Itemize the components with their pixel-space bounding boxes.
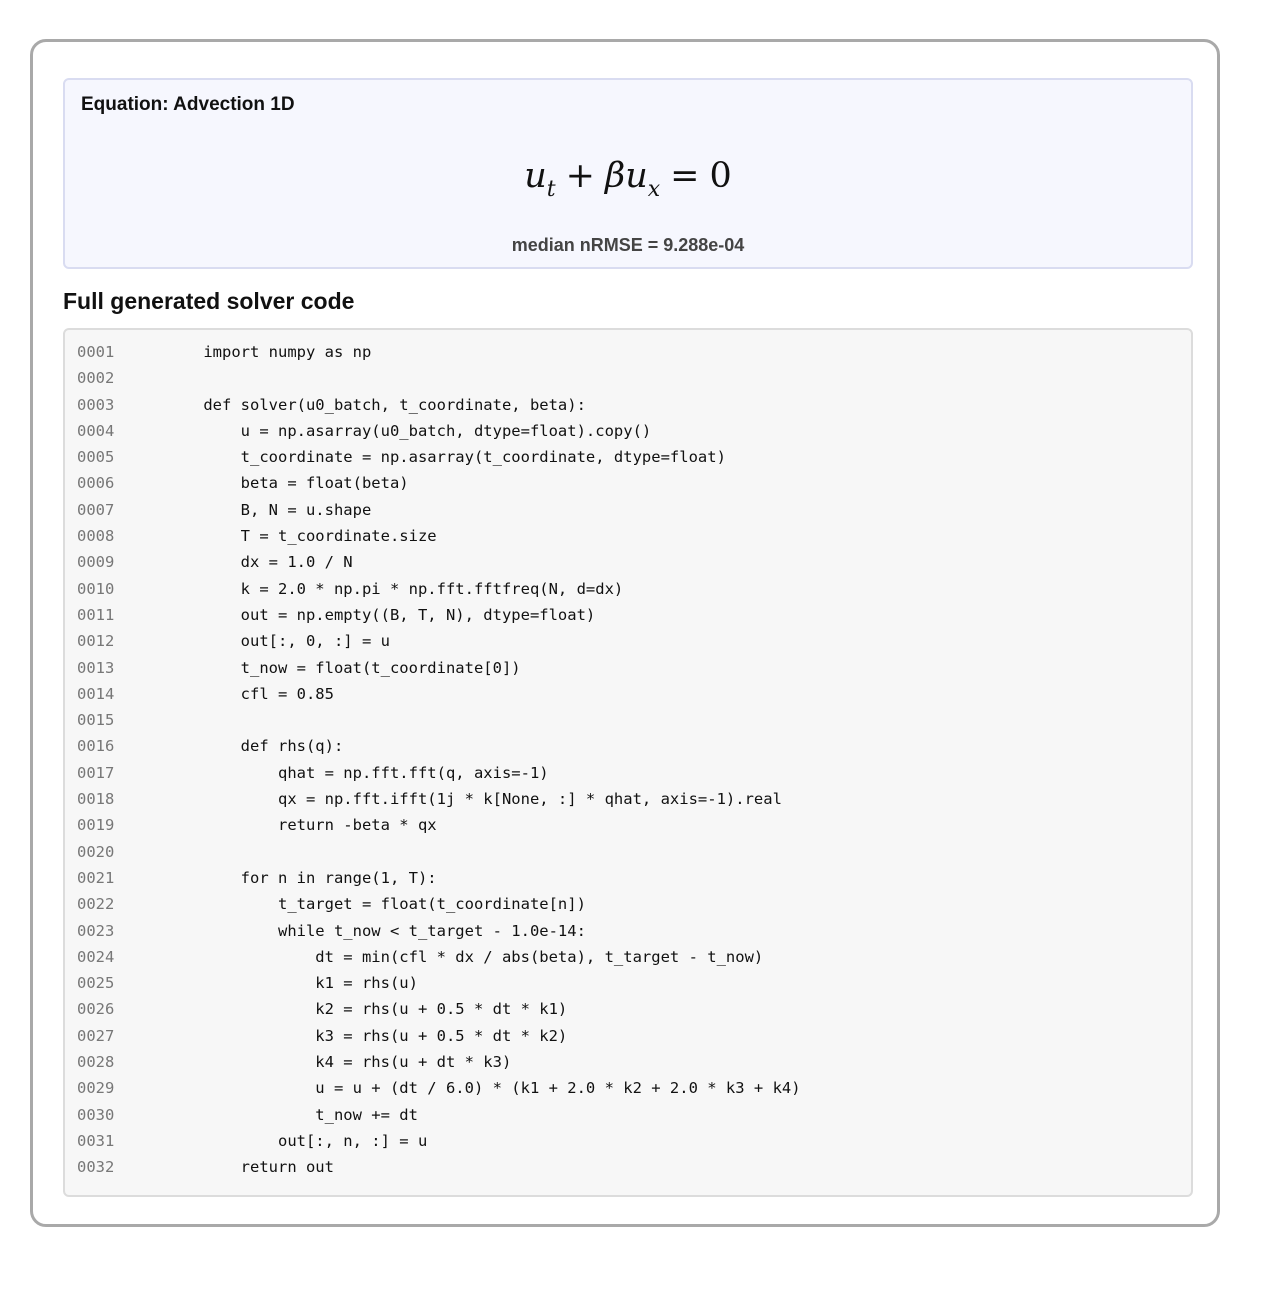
code-text: t_now += dt	[166, 1105, 418, 1124]
code-text: out = np.empty((B, T, N), dtype=float)	[166, 605, 596, 624]
code-line	[77, 1075, 801, 1101]
line-number: 0023	[77, 921, 115, 940]
code-line	[77, 628, 801, 654]
line-number: 0031	[77, 1131, 115, 1150]
code-line	[77, 944, 801, 970]
code-text: cfl = 0.85	[166, 684, 334, 703]
code-text: k3 = rhs(u + 0.5 * dt * k2)	[166, 1026, 568, 1045]
code-text: u = np.asarray(u0_batch, dtype=float).copy()	[166, 421, 652, 440]
code-line	[77, 1128, 801, 1154]
equation-title: Equation: Advection 1D	[81, 94, 295, 115]
line-number: 0008	[77, 527, 115, 546]
equation-panel	[63, 78, 1193, 269]
formula-equals: =	[670, 156, 700, 196]
code-text: def rhs(q):	[166, 737, 344, 756]
code-text: dx = 1.0 / N	[166, 553, 353, 572]
line-number: 0004	[77, 421, 115, 440]
code-line	[77, 1154, 801, 1180]
line-number: 0006	[77, 474, 115, 493]
line-number: 0002	[77, 369, 115, 388]
code-text: t_target = float(t_coordinate[n])	[166, 895, 586, 914]
line-number: 0020	[77, 842, 115, 861]
line-number: 0011	[77, 605, 115, 624]
line-number: 0029	[77, 1079, 115, 1098]
formula-zero: 0	[709, 156, 732, 196]
code-line	[77, 655, 801, 681]
code-line	[77, 786, 801, 812]
code-line	[77, 392, 801, 418]
nrmse-metric: median nRMSE = 9.288e-04	[511, 235, 745, 255]
code-line	[77, 891, 801, 917]
line-number: 0015	[77, 711, 115, 730]
line-number: 0019	[77, 816, 115, 835]
code-text: return out	[166, 1158, 334, 1177]
code-line	[77, 733, 801, 759]
code-line	[77, 602, 801, 628]
code-text: k4 = rhs(u + dt * k3)	[166, 1053, 512, 1072]
line-number: 0024	[77, 947, 115, 966]
formula-beta: β	[604, 156, 626, 196]
line-number: 0030	[77, 1105, 115, 1124]
line-number: 0001	[77, 343, 115, 361]
code-text: def solver(u0_batch, t_coordinate, beta):	[166, 395, 586, 414]
code-text: beta = float(beta)	[166, 474, 409, 493]
code-line	[77, 865, 801, 891]
line-number: 0028	[77, 1053, 115, 1072]
code-text: k2 = rhs(u + 0.5 * dt * k1)	[166, 1000, 568, 1019]
code-line	[77, 1049, 801, 1075]
line-number: 0027	[77, 1026, 115, 1045]
code-text: u = u + (dt / 6.0) * (k1 + 2.0 * k2 + 2.0 * k3 + k4)	[166, 1079, 801, 1098]
result-card	[30, 39, 1220, 1227]
code-line	[77, 339, 801, 365]
code-text: t_now = float(t_coordinate[0])	[166, 658, 521, 677]
line-number: 0003	[77, 395, 115, 414]
code-line	[77, 1102, 801, 1128]
code-line	[77, 996, 801, 1022]
code-text: while t_now < t_target - 1.0e-14:	[166, 921, 586, 940]
equation-formula	[65, 156, 1191, 202]
code-text: t_coordinate = np.asarray(t_coordinate, dtype=float)	[166, 448, 726, 467]
line-number: 0025	[77, 974, 115, 993]
code-text: out[:, 0, :] = u	[166, 632, 390, 651]
code-text: qx = np.fft.ifft(1j * k[None, :] * qhat, axis=-1).real	[166, 790, 782, 809]
code-line	[77, 470, 801, 496]
code-line	[77, 760, 801, 786]
line-number: 0022	[77, 895, 115, 914]
code-line	[77, 681, 801, 707]
code-text: import numpy as np	[166, 343, 372, 361]
line-number: 0007	[77, 500, 115, 519]
code-lines	[77, 339, 801, 1181]
code-text: return -beta * qx	[166, 816, 437, 835]
code-line	[77, 1023, 801, 1049]
line-number: 0012	[77, 632, 115, 651]
code-text: out[:, n, :] = u	[166, 1131, 428, 1150]
code-line	[77, 418, 801, 444]
code-line	[77, 523, 801, 549]
code-line	[77, 497, 801, 523]
code-line	[77, 970, 801, 996]
line-number: 0013	[77, 658, 115, 677]
formula-plus: +	[565, 156, 595, 196]
code-text: for n in range(1, T):	[166, 868, 437, 887]
line-number: 0014	[77, 684, 115, 703]
code-text: k1 = rhs(u)	[166, 974, 418, 993]
code-line	[77, 839, 801, 865]
code-line	[77, 444, 801, 470]
line-number: 0021	[77, 868, 115, 887]
code-text: T = t_coordinate.size	[166, 527, 437, 546]
line-number: 0005	[77, 448, 115, 467]
formula-sub-x: x	[647, 177, 661, 202]
formula-u2: u	[625, 156, 648, 196]
line-number: 0010	[77, 579, 115, 598]
code-text: dt = min(cfl * dx / abs(beta), t_target - t_now)	[166, 947, 764, 966]
code-line	[77, 549, 801, 575]
line-number: 0026	[77, 1000, 115, 1019]
line-number: 0009	[77, 553, 115, 572]
formula-sub-t: t	[546, 177, 556, 202]
code-line	[77, 707, 801, 733]
line-number: 0016	[77, 737, 115, 756]
code-line	[77, 812, 801, 838]
line-number: 0032	[77, 1158, 115, 1177]
code-block	[63, 328, 1193, 1197]
code-line	[77, 576, 801, 602]
code-text: k = 2.0 * np.pi * np.fft.fftfreq(N, d=dx)	[166, 579, 624, 598]
formula-u: u	[524, 156, 547, 196]
line-number: 0018	[77, 790, 115, 809]
code-text: qhat = np.fft.fft(q, axis=-1)	[166, 763, 549, 782]
code-text: B, N = u.shape	[166, 500, 372, 519]
code-line	[77, 365, 801, 391]
line-number: 0017	[77, 763, 115, 782]
code-line	[77, 918, 801, 944]
section-title: Full generated solver code	[63, 288, 355, 314]
